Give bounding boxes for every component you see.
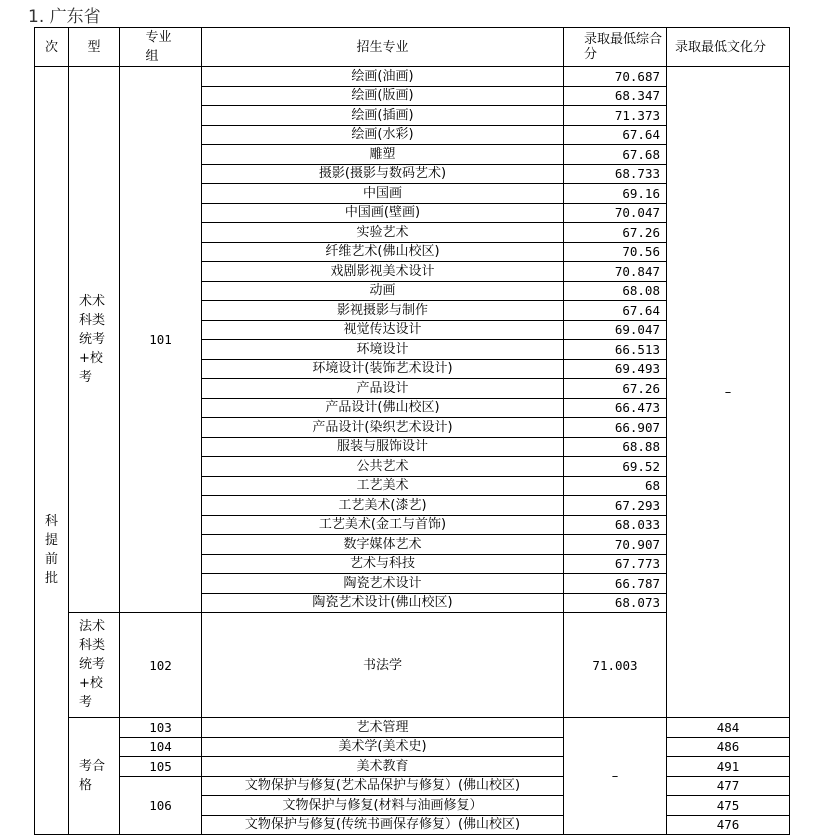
composite-score: 67.26 — [564, 223, 667, 243]
section-heading: 1. 广东省 — [28, 7, 101, 27]
major-name: 文物保护与修复(材料与油画修复） — [202, 796, 564, 816]
composite-score: 67.26 — [564, 379, 667, 399]
composite-score: 66.907 — [564, 418, 667, 438]
composite-score: 68.08 — [564, 281, 667, 301]
composite-score: 69.52 — [564, 457, 667, 477]
composite-score: 71.003 — [564, 613, 667, 718]
header-min-composite: 录取最低综合分 — [564, 28, 667, 67]
batch-cell — [35, 67, 69, 835]
major-name: 影视摄影与制作 — [202, 301, 564, 321]
composite-score: 67.773 — [564, 554, 667, 574]
major-name: 纤维艺术(佛山校区) — [202, 242, 564, 262]
batch-label: 科提前批 — [44, 514, 58, 586]
composite-score: 68.033 — [564, 515, 667, 535]
major-name: 产品设计(染织艺术设计) — [202, 418, 564, 438]
table-row — [35, 718, 790, 738]
major-name: 环境设计(装饰艺术设计) — [202, 359, 564, 379]
composite-score: 67.64 — [564, 301, 667, 321]
type-label: 考合格 — [79, 758, 106, 793]
major-name: 公共艺术 — [202, 457, 564, 477]
composite-score: 69.493 — [564, 359, 667, 379]
major-name: 数字媒体艺术 — [202, 535, 564, 555]
type-cell — [69, 67, 120, 613]
header-row — [35, 28, 790, 67]
composite-score: 66.787 — [564, 574, 667, 594]
major-name: 绘画(插画) — [202, 106, 564, 126]
major-name: 中国画(壁画) — [202, 203, 564, 223]
culture-score: 477 — [667, 776, 790, 796]
major-name: 陶瓷艺术设计(佛山校区) — [202, 593, 564, 613]
major-name: 艺术管理 — [202, 718, 564, 738]
composite-score: 71.373 — [564, 106, 667, 126]
group-cell: 105 — [120, 757, 202, 777]
composite-score: 66.513 — [564, 340, 667, 360]
composite-score: 68 — [564, 476, 667, 496]
group-cell: 104 — [120, 737, 202, 757]
major-name: 动画 — [202, 281, 564, 301]
major-name: 产品设计(佛山校区) — [202, 398, 564, 418]
type-cell — [69, 718, 120, 835]
composite-score: 69.16 — [564, 184, 667, 204]
major-name: 文物保护与修复(传统书画保存修复）(佛山校区) — [202, 815, 564, 835]
admission-table — [34, 27, 790, 835]
composite-score: 70.56 — [564, 242, 667, 262]
group-cell: 101 — [120, 67, 202, 613]
composite-score: 70.847 — [564, 262, 667, 282]
table-row — [35, 757, 790, 777]
major-name: 工艺美术 — [202, 476, 564, 496]
composite-score: 67.293 — [564, 496, 667, 516]
major-name: 美术学(美术史) — [202, 737, 564, 757]
major-name: 绘画(版画) — [202, 86, 564, 106]
major-name: 摄影(摄影与数码艺术) — [202, 164, 564, 184]
major-name: 中国画 — [202, 184, 564, 204]
culture-score: 491 — [667, 757, 790, 777]
composite-cell: – — [564, 718, 667, 835]
major-name: 雕塑 — [202, 145, 564, 165]
major-name: 美术教育 — [202, 757, 564, 777]
type-cell — [69, 613, 120, 718]
table-row — [35, 67, 790, 87]
major-name: 实验艺术 — [202, 223, 564, 243]
major-name: 产品设计 — [202, 379, 564, 399]
composite-score: 70.907 — [564, 535, 667, 555]
composite-score: 68.073 — [564, 593, 667, 613]
table-row — [35, 776, 790, 796]
header-type: 型 — [69, 28, 120, 67]
header-major: 招生专业 — [202, 28, 564, 67]
header-group-text: 专业组 — [145, 30, 172, 64]
table-row — [35, 737, 790, 757]
major-name: 工艺美术(漆艺) — [202, 496, 564, 516]
culture-score: 475 — [667, 796, 790, 816]
major-name: 工艺美术(金工与首饰) — [202, 515, 564, 535]
major-name: 绘画(油画) — [202, 67, 564, 87]
composite-score: 68.733 — [564, 164, 667, 184]
major-name: 陶瓷艺术设计 — [202, 574, 564, 594]
composite-score: 70.687 — [564, 67, 667, 87]
type-label: 术术科类统考+校考 — [79, 293, 106, 385]
culture-score: 486 — [667, 737, 790, 757]
major-name: 视觉传达设计 — [202, 320, 564, 340]
culture-score: 476 — [667, 815, 790, 835]
major-name: 文物保护与修复(艺术品保护与修复）(佛山校区) — [202, 776, 564, 796]
composite-score: 70.047 — [564, 203, 667, 223]
group-cell: 103 — [120, 718, 202, 738]
type-label: 法术科类统考+校考 — [79, 619, 106, 710]
composite-score: 66.473 — [564, 398, 667, 418]
major-name: 戏剧影视美术设计 — [202, 262, 564, 282]
major-name: 艺术与科技 — [202, 554, 564, 574]
major-name: 环境设计 — [202, 340, 564, 360]
group-cell: 102 — [120, 613, 202, 718]
culture-cell: – — [667, 67, 790, 718]
major-name: 服装与服饰设计 — [202, 437, 564, 457]
composite-score: 67.68 — [564, 145, 667, 165]
culture-score: 484 — [667, 718, 790, 738]
composite-score: 67.64 — [564, 125, 667, 145]
header-min-culture: 录取最低文化分 — [667, 28, 790, 67]
major-name: 书法学 — [202, 613, 564, 718]
header-group — [120, 28, 202, 67]
composite-score: 68.88 — [564, 437, 667, 457]
header-batch: 次 — [35, 28, 69, 67]
composite-score: 68.347 — [564, 86, 667, 106]
major-name: 绘画(水彩) — [202, 125, 564, 145]
composite-score: 69.047 — [564, 320, 667, 340]
group-cell: 106 — [120, 776, 202, 835]
